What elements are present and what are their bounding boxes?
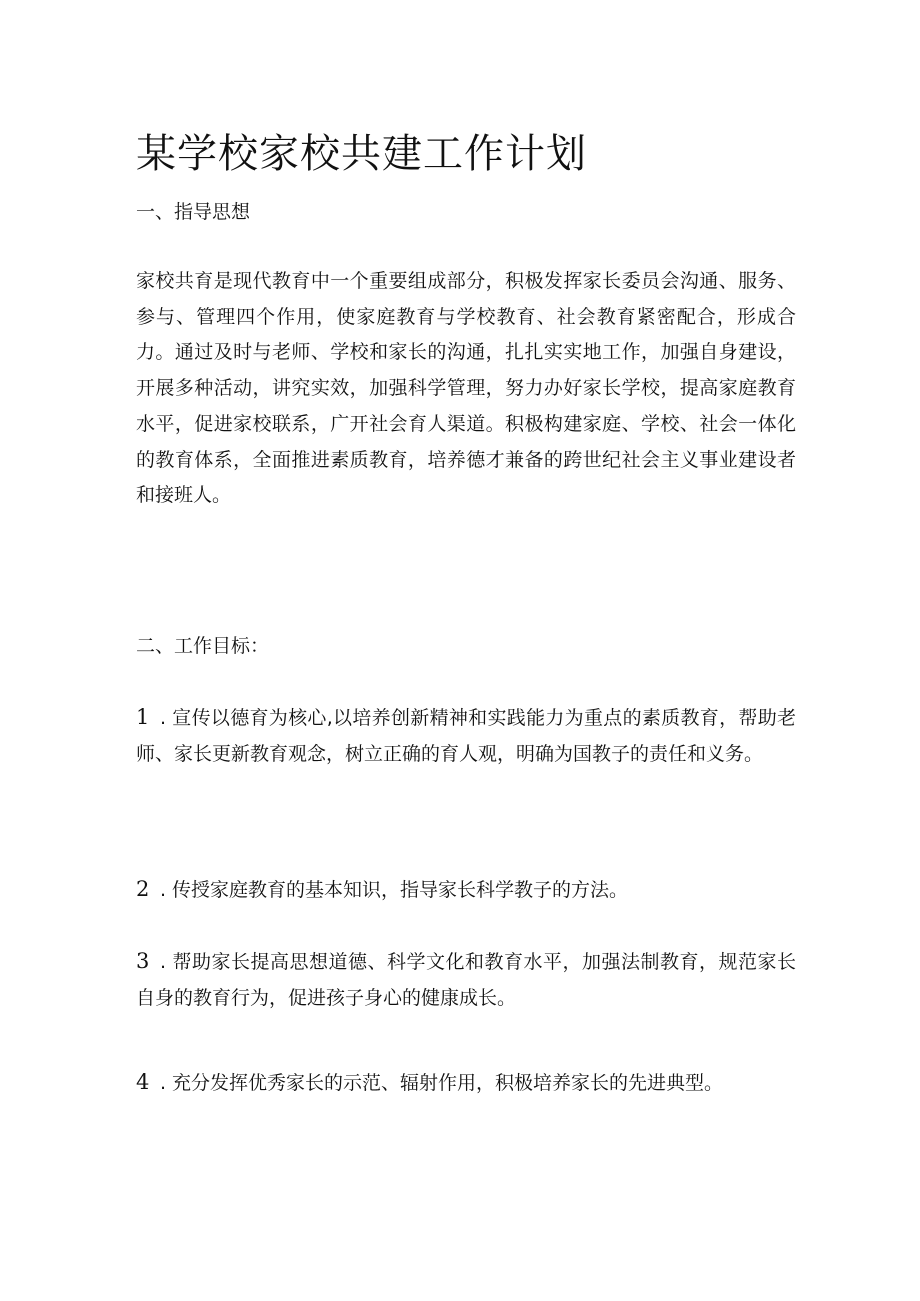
section-body-guiding-ideology: 家校共育是现代教育中一个重要组成部分，积极发挥家长委员会沟通、服务、参与、管理四个作用，使家庭教育与学校教育、社会教育紧密配合，形成合力。通过及时与老师、学校和家长的沟通，扎扎实实地工作，加强自身建设，开展多种活动，讲究实效，加强科学管理，努力办好家长学校，提高家庭教育水平，促进家校联系，广开社会育人渠道。积极构建家庭、学校、社会一体化的教育体系，全面推进素质教育，培养德才兼备的跨世纪社会主义事业建设者和接班人。 (136, 270, 796, 507)
goal-item-text: 帮助家长提高思想道德、科学文化和教育水平，加强法制教育，规范家长自身的教育行为，促进孩子身心的健康成长。 (136, 951, 796, 1009)
goal-item-number: 2 (136, 877, 150, 901)
goal-item-text: 宣传以德育为核心,以培养创新精神和实践能力为重点的素质教育，帮助老师、家长更新教育观念，树立正确的育人观，明确为国教子的责任和义务。 (136, 707, 796, 765)
document-title: 某学校家校共建工作计划 (136, 131, 587, 177)
goal-item (136, 1065, 796, 1102)
goal-item-text: 传授家庭教育的基本知识，指导家长科学教子的方法。 (172, 879, 629, 901)
goal-item-separator: . (160, 951, 167, 973)
section-heading-guiding-ideology: 一、指导思想 (136, 201, 251, 223)
goal-item-number: 3 (136, 949, 150, 973)
section-heading-work-goals: 二、工作目标： (136, 635, 270, 657)
goal-item-separator: . (160, 1072, 167, 1094)
goal-item-separator: . (160, 707, 167, 729)
goal-item (136, 700, 796, 772)
goal-item-number: 4 (136, 1070, 150, 1094)
goal-item-number: 1 (136, 705, 150, 729)
goal-item-text: 充分发挥优秀家长的示范、辐射作用，积极培养家长的先进典型。 (172, 1072, 724, 1094)
goal-item-separator: . (160, 879, 167, 901)
goal-item (136, 944, 796, 1016)
goal-item (136, 872, 796, 909)
